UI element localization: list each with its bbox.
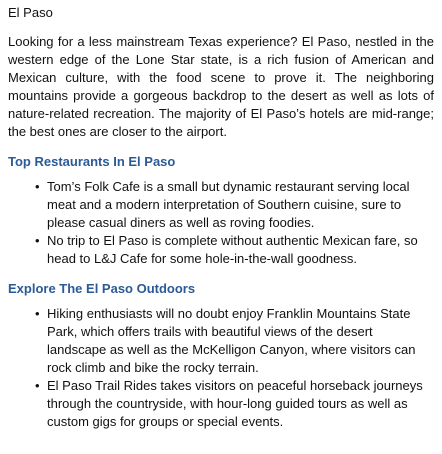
bullet-dot-icon: • xyxy=(35,179,40,194)
list-item xyxy=(35,305,434,377)
list-item-text: El Paso Trail Rides takes visitors on peaceful horseback journeys through the countryside, with hour-long guided tours as well as custom gigs for groups or special events. xyxy=(47,378,423,429)
outdoors-list xyxy=(8,305,434,431)
section-heading-outdoors: Explore The El Paso Outdoors xyxy=(8,281,196,296)
bullet-dot-icon: • xyxy=(35,306,40,321)
section-restaurants xyxy=(8,153,434,268)
list-item-text: Tom’s Folk Cafe is a small but dynamic restaurant serving local meat and a modern interpretation of Southern cuisine, sure to please casual diners as well as roving foodies. xyxy=(47,179,410,230)
section-heading-restaurants: Top Restaurants In El Paso xyxy=(8,154,176,169)
bullet-dot-icon: • xyxy=(35,233,40,248)
list-item xyxy=(35,178,434,232)
list-item-text: Hiking enthusiasts will no doubt enjoy Franklin Mountains State Park, which offers trails with beautiful views of the desert landscape as well as the McKelligon Canyon, where visitors can rock climb and bike the rocky terrain. xyxy=(47,306,416,375)
list-item xyxy=(35,232,434,268)
page-title: El Paso xyxy=(8,5,53,20)
section-outdoors xyxy=(8,280,434,431)
restaurants-list xyxy=(8,178,434,268)
bullet-dot-icon: • xyxy=(35,378,40,393)
list-item-text: No trip to El Paso is complete without authentic Mexican fare, so head to L&J Cafe for some hole-in-the-wall goodness. xyxy=(47,233,418,266)
list-item xyxy=(35,377,434,431)
intro-paragraph: Looking for a less mainstream Texas experience? El Paso, nestled in the western edge of the Lone Star state, is a rich fusion of American and Mexican culture, with the food scene to prove it. The neighboring mountains provide a gorgeous backdrop to the desert as well as lots of nature-related recreation. The majority of El Paso’s hotels are mid-range; the best ones are closer to the airport. xyxy=(8,34,434,139)
